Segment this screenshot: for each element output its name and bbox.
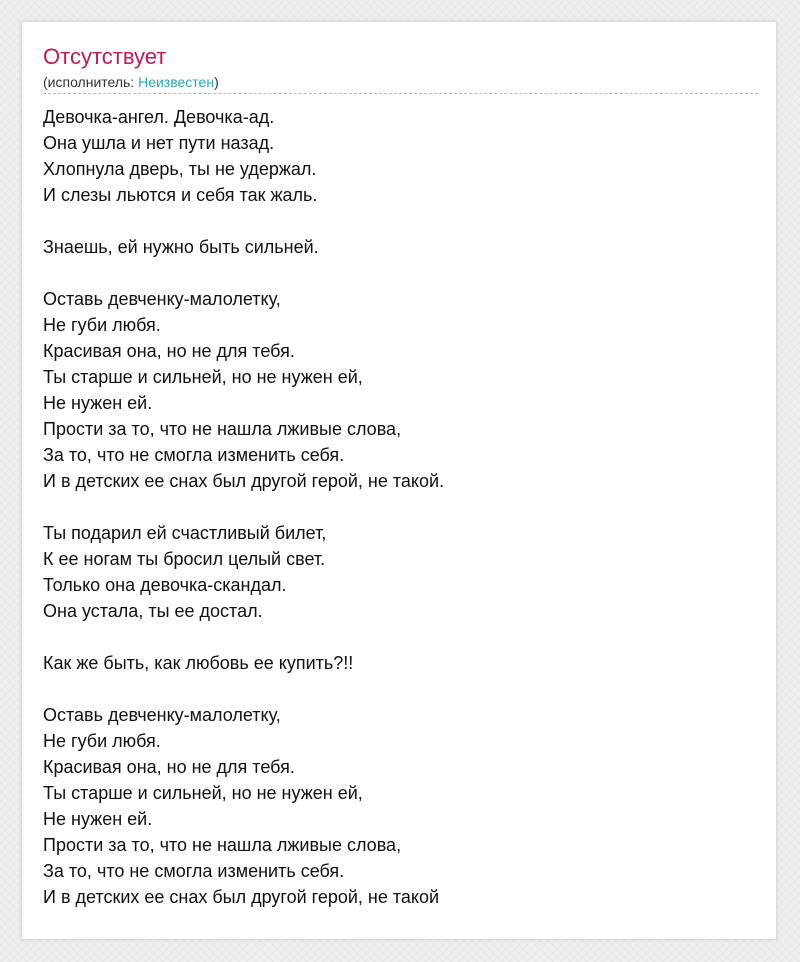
stanza-5 bbox=[43, 650, 758, 676]
lyric-line: К ее ногам ты бросил целый свет. bbox=[43, 549, 326, 569]
lyric-line: Девочка-ангел. Девочка-ад. bbox=[43, 107, 275, 127]
artist-suffix: ) bbox=[214, 74, 219, 90]
lyric-line: Красивая она, но не для тебя. bbox=[43, 757, 295, 777]
lyric-line: Ты старше и сильней, но не нужен ей, bbox=[43, 783, 363, 803]
stanza-2 bbox=[43, 234, 758, 260]
lyric-line: Ты подарил ей счастливый билет, bbox=[43, 523, 327, 543]
lyric-line: Хлопнула дверь, ты не удержал. bbox=[43, 159, 317, 179]
lyric-line: Как же быть, как любовь ее купить?!! bbox=[43, 653, 354, 673]
lyric-line: Прости за то, что не нашла лживые слова, bbox=[43, 419, 402, 439]
stanza-1 bbox=[43, 104, 758, 208]
lyric-line: За то, что не смогла изменить себя. bbox=[43, 445, 345, 465]
lyric-line: Не нужен ей. bbox=[43, 809, 153, 829]
lyric-line: Не губи любя. bbox=[43, 731, 161, 751]
lyric-line: Только она девочка-скандал. bbox=[43, 575, 287, 595]
lyric-line: Не губи любя. bbox=[43, 315, 161, 335]
lyric-line: Красивая она, но не для тебя. bbox=[43, 341, 295, 361]
lyric-line: Оставь девченку-малолетку, bbox=[43, 705, 281, 725]
lyrics-card bbox=[21, 21, 777, 940]
stanza-6 bbox=[43, 702, 758, 910]
lyrics-body bbox=[43, 104, 758, 936]
stanza-3 bbox=[43, 286, 758, 494]
lyric-line: Ты старше и сильней, но не нужен ей, bbox=[43, 367, 363, 387]
lyric-line: За то, что не смогла изменить себя. bbox=[43, 861, 345, 881]
lyric-line: И в детских ее снах был другой герой, не такой. bbox=[43, 471, 445, 491]
lyric-line: Знаешь, ей нужно быть сильней. bbox=[43, 237, 319, 257]
lyric-line: Оставь девченку-малолетку, bbox=[43, 289, 281, 309]
lyric-line: И слезы льются и себя так жаль. bbox=[43, 185, 318, 205]
artist-link[interactable]: Неизвестен bbox=[138, 74, 215, 90]
lyric-line: Она устала, ты ее достал. bbox=[43, 601, 263, 621]
lyric-line: Прости за то, что не нашла лживые слова, bbox=[43, 835, 402, 855]
stanza-4 bbox=[43, 520, 758, 624]
header-divider bbox=[43, 93, 758, 94]
song-title: Отсутствует bbox=[43, 44, 167, 69]
artist-prefix: (исполнитель: bbox=[43, 74, 139, 90]
lyric-line: Не нужен ей. bbox=[43, 393, 153, 413]
lyric-line: Она ушла и нет пути назад. bbox=[43, 133, 275, 153]
artist-byline bbox=[43, 73, 219, 91]
lyric-line: И в детских ее снах был другой герой, не такой bbox=[43, 887, 440, 907]
